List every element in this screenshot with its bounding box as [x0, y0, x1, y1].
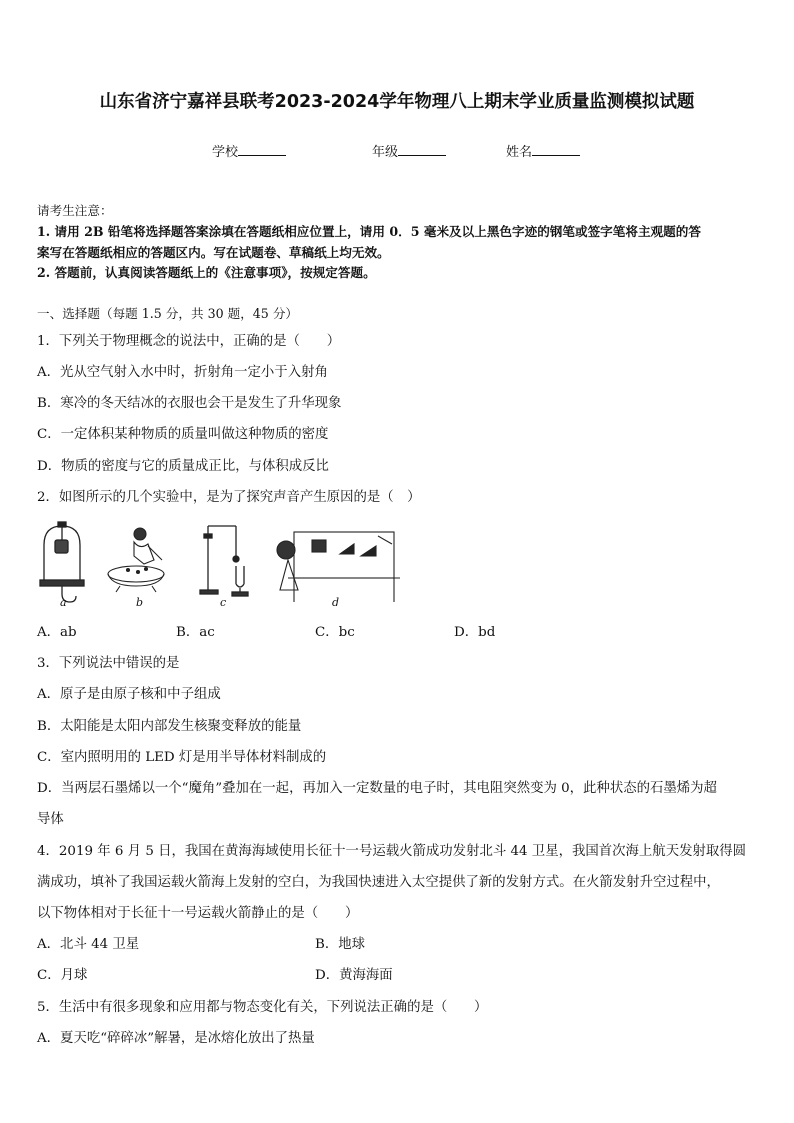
figure-c-tuning-fork — [200, 526, 248, 596]
q2-option-b[interactable]: B．ac — [176, 625, 215, 640]
q4-stem-line-1: 4．2019 年 6 月 5 日，我国在黄海海域使用长征十一号运载火箭成功发射北斗 44 卫星，我国首次海上航天发射取得圆 — [37, 844, 747, 859]
q2-option-a[interactable]: A．ab — [37, 625, 77, 640]
grade-label: 年级 — [372, 145, 399, 160]
notice-item-2: 2. 答题前，认真阅读答题纸上的《注意事项》，按规定答题。 — [37, 265, 376, 280]
q2-figure — [36, 520, 406, 620]
grade-blank[interactable] — [398, 143, 446, 156]
notice-item-1-line-1: 1. 请用 2B 铅笔将选择题答案涂填在答题纸相应位置上，请用 0．5 毫米及以上黑色字迹的钢笔或签字笔将主观题的答 — [37, 224, 701, 239]
q5-option-a[interactable]: A．夏天吃“碎碎冰”解暑，是冰熔化放出了热量 — [37, 1031, 315, 1046]
q2-option-c[interactable]: C．bc — [315, 625, 355, 640]
figure-label-d: d — [332, 596, 340, 609]
q3-option-a[interactable]: A．原子是由原子核和中子组成 — [37, 687, 221, 702]
exam-title: 山东省济宁嘉祥县联考2023-2024学年物理八上期末学业质量监测模拟试题 — [99, 92, 695, 112]
q3-option-c[interactable]: C．室内照明用的 LED 灯是用半导体材料制成的 — [37, 750, 327, 765]
q3-option-b[interactable]: B．太阳能是太阳内部发生核聚变释放的能量 — [37, 719, 302, 734]
q5-stem: 5．生活中有很多现象和应用都与物态变化有关，下列说法正确的是（ ） — [37, 1000, 488, 1015]
q4-option-c[interactable]: C．月球 — [37, 968, 88, 983]
q3-option-d-line-1[interactable]: D．当两层石墨烯以一个“魔角”叠加在一起，再加入一定数量的电子时，其电阻突然变为 0，此种状态的石墨烯为超 — [37, 781, 717, 796]
section-heading: 一、选择题（每题 1.5 分，共 30 题，45 分） — [37, 306, 299, 321]
figure-label-a: a — [60, 596, 67, 609]
school-field — [212, 141, 286, 160]
q2-option-d[interactable]: D．bd — [454, 625, 496, 640]
q3-stem: 3．下列说法中错误的是 — [37, 656, 180, 671]
q4-option-d[interactable]: D．黄海海面 — [315, 968, 393, 983]
q4-option-a[interactable]: A．北斗 44 卫星 — [37, 937, 140, 952]
name-blank[interactable] — [532, 143, 580, 156]
q1-option-d[interactable]: D．物质的密度与它的质量成正比，与体积成反比 — [37, 459, 329, 474]
q4-stem-line-3: 以下物体相对于长征十一号运载火箭静止的是（ ） — [37, 906, 359, 921]
figure-a-bell-jar — [40, 522, 84, 602]
name-label: 姓名 — [506, 145, 533, 160]
q2-stem: 2．如图所示的几个实验中，是为了探究声音产生原因的是（ ） — [37, 490, 421, 505]
notice-item-1-line-2: 案写在答题纸相应的答题区内。写在试题卷、草稿纸上均无效。 — [37, 245, 390, 260]
grade-field — [372, 141, 446, 160]
figure-b-drum — [108, 528, 164, 592]
q3-option-d-line-2: 导体 — [37, 812, 64, 827]
q1-stem: 1．下列关于物理概念的说法中，正确的是（ ） — [37, 334, 341, 349]
figure-d-sound-paper — [277, 532, 400, 602]
figure-label-b: b — [136, 596, 144, 609]
q1-option-c[interactable]: C．一定体积某种物质的质量叫做这种物质的密度 — [37, 427, 329, 442]
school-label: 学校 — [212, 145, 239, 160]
notice-heading: 请考生注意： — [37, 203, 113, 218]
figure-label-c: c — [220, 596, 227, 609]
school-blank[interactable] — [238, 143, 286, 156]
q1-option-b[interactable]: B．寒冷的冬天结冰的衣服也会干是发生了升华现象 — [37, 396, 342, 411]
q4-stem-line-2: 满成功，填补了我国运载火箭海上发射的空白，为我国快速进入太空提供了新的发射方式。在火箭发射升空过程中， — [37, 875, 720, 890]
q1-option-a[interactable]: A．光从空气射入水中时，折射角一定小于入射角 — [37, 365, 328, 380]
name-field — [506, 141, 580, 160]
q4-option-b[interactable]: B．地球 — [315, 937, 366, 952]
